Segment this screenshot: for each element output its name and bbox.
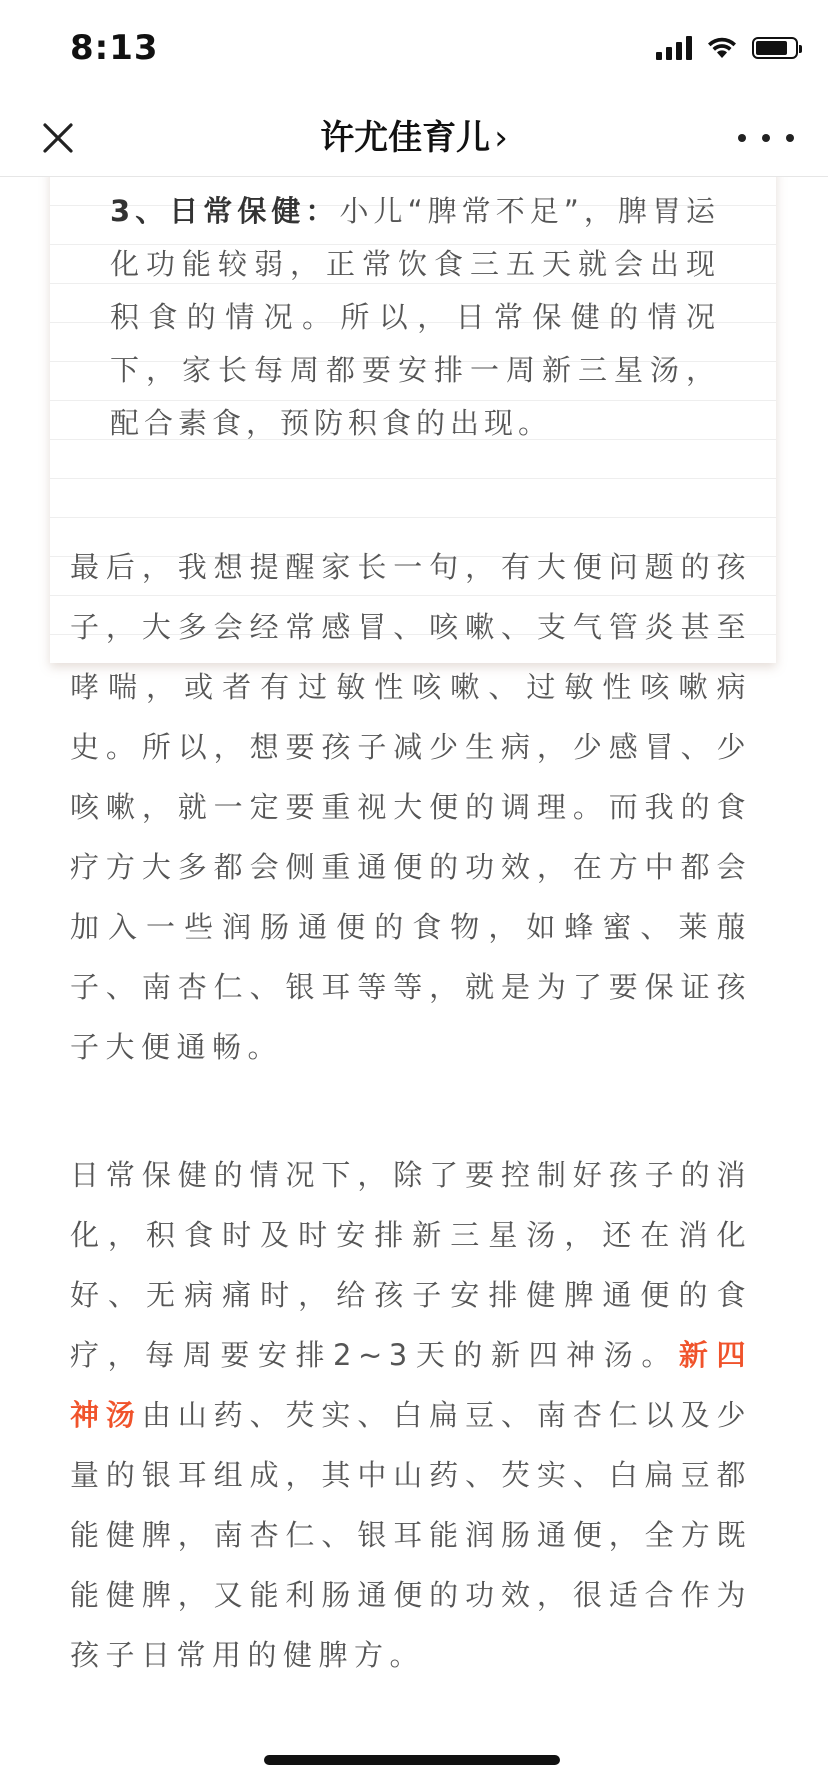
- article-content[interactable]: [0, 177, 828, 1792]
- chevron-right-icon: ›: [494, 118, 508, 158]
- cellular-signal-icon: [656, 36, 692, 60]
- article-paragraph: 最后，我想提醒家长一句，有大便问题的孩子，大多会经常感冒、咳嗽、支气管炎甚至哮喘，或者有过敏性咳嗽、过敏性咳嗽病史。所以，想要孩子减少生病，少感冒、少咳嗽，就一定要重视大便的调理。而我的食疗方大多都会侧重通便的功效，在方中都会加入一些润肠通便的食物，如蜂蜜、莱菔子、南杏仁、银耳等等，就是为了要保证孩子大便通畅。: [70, 550, 752, 1064]
- paragraph-text: 日常保健的情况下，除了要控制好孩子的消化，积食时及时安排新三星汤，还在消化好、无病痛时，给孩子安排健脾通便的食疗，每周要安排2~3天的新四神汤。: [70, 1158, 752, 1372]
- account-title-link[interactable]: [0, 110, 828, 159]
- account-name: 许尤佳育儿: [320, 118, 491, 158]
- more-dot: [786, 134, 794, 142]
- paragraph-text: 由山药、芡实、白扁豆、南杏仁以及少量的银耳组成，其中山药、芡实、白扁豆都能健脾，南杏仁、银耳能润肠通便，全方既能健脾，又能利肠通便的功效，很适合作为孩子日常用的健脾方。: [70, 1398, 752, 1672]
- tip-heading: 3、日常保健：: [110, 194, 340, 228]
- tip-card-text: [110, 185, 720, 450]
- home-indicator[interactable]: [264, 1755, 560, 1765]
- more-dot: [738, 134, 746, 142]
- article-paragraph: [70, 1145, 752, 1685]
- tip-body: 小儿“脾常不足”，脾胃运化功能较弱，正常饮食三五天就会出现积食的情况。所以，日常保健的情况下，家长每周都要安排一周新三星汤，配合素食，预防积食的出现。: [110, 194, 720, 440]
- more-options-button[interactable]: [738, 118, 794, 158]
- highlighted-term: 新四神汤: [70, 1338, 752, 1432]
- battery-icon: [752, 37, 798, 59]
- more-dot: [762, 134, 770, 142]
- nav-bar: [0, 100, 828, 177]
- status-bar: [0, 0, 828, 100]
- status-time: 8:13: [70, 28, 159, 68]
- wifi-icon: [706, 36, 738, 60]
- status-icons: [656, 36, 798, 60]
